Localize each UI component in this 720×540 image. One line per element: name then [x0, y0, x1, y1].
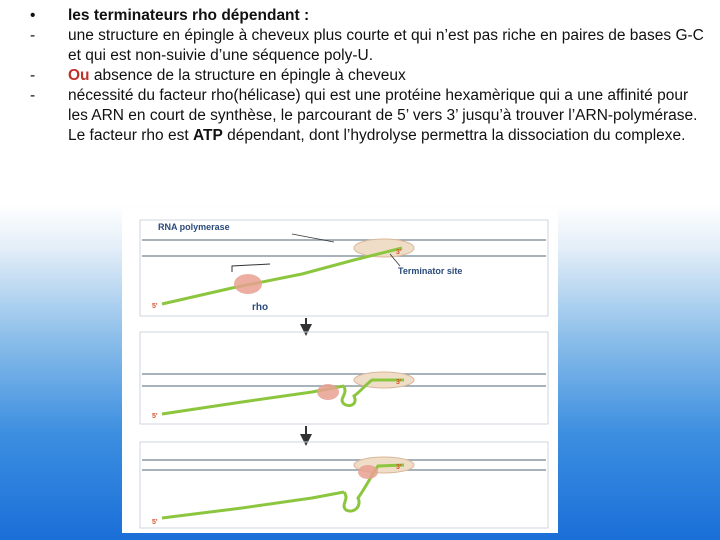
bullet-dash: -	[30, 87, 36, 104]
panel-frame	[140, 442, 548, 528]
panel-frame	[140, 332, 548, 424]
rna-polymerase	[354, 239, 414, 257]
item-lead-ou: Ou	[68, 67, 90, 84]
label-five-prime: 5'	[152, 519, 158, 526]
panel-frame	[140, 220, 548, 316]
item-text	[68, 66, 708, 86]
bullet-dash: -	[30, 27, 36, 44]
label-five-prime: 5'	[152, 413, 158, 420]
bullet-dash: -	[30, 67, 36, 84]
item-text	[68, 86, 708, 146]
item-text-rest: absence de la structure en épingle à cheveux	[89, 67, 406, 84]
label-three-prime: 3'	[396, 249, 402, 256]
label-rna-polymerase: RNA polymerase	[158, 222, 230, 232]
label-three-prime: 3'	[396, 379, 402, 386]
list-item	[28, 26, 708, 66]
panel-2	[140, 332, 548, 424]
rho-factor	[317, 384, 339, 400]
item-text: une structure en épingle à cheveux plus courte et qui n’est pas riche en paires de bases G-C et qui est non-suivie d’une séquence poly-U.	[68, 27, 704, 64]
label-five-prime: 5'	[152, 303, 158, 310]
heading-row	[28, 6, 708, 26]
label-three-prime: 3'	[396, 464, 402, 471]
rho-bracket	[232, 264, 270, 272]
heading-text: les terminateurs rho dépendant :	[68, 7, 310, 24]
list-item	[28, 86, 708, 146]
item-emph-atp: ATP	[192, 127, 223, 144]
panel-3	[140, 442, 548, 528]
bullet-dot: •	[30, 7, 36, 24]
item-text-before: nécessité du facteur rho(hélicase) qui est une protéine hexamèrique qui a une affinité pour les ARN en court de synthèse, le parcourant de 5’ vers 3’ jusqu’à trouver l’ARN-polymérase. Le facteur rho est	[68, 87, 698, 144]
diagram-svg	[122, 208, 558, 533]
item-text-after: dépendant, dont l’hydrolyse permettra la dissociation du complexe.	[222, 127, 686, 144]
label-rho: rho	[252, 302, 269, 313]
rho-factor	[358, 465, 378, 479]
rho-factor	[234, 274, 262, 294]
slide-text	[28, 6, 708, 146]
polymerase-pointer	[292, 234, 334, 242]
panel-1	[140, 220, 548, 316]
rho-termination-diagram	[122, 208, 558, 533]
label-terminator-site: Terminator site	[398, 266, 463, 276]
rna-transcript	[162, 492, 344, 518]
list-item	[28, 66, 708, 86]
rna-transcript	[162, 386, 344, 414]
